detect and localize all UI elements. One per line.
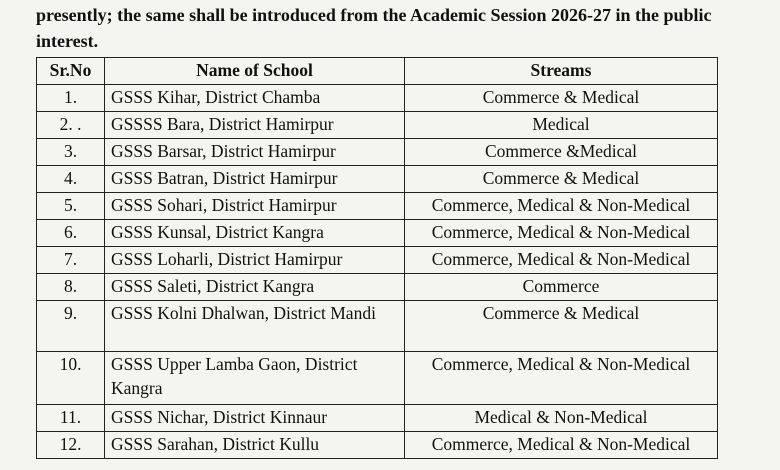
sr-no-cell: 9. xyxy=(37,301,105,352)
school-name-cell: GSSS Upper Lamba Gaon, District Kangra xyxy=(105,352,405,405)
header-sr-no: Sr.No xyxy=(37,58,105,85)
streams-cell: Commerce xyxy=(405,274,718,301)
streams-cell: Commerce &Medical xyxy=(405,139,718,166)
school-name-cell: GSSS Barsar, District Hamirpur xyxy=(105,139,405,166)
streams-cell: Commerce, Medical & Non-Medical xyxy=(405,193,718,220)
header-school-name: Name of School xyxy=(105,58,405,85)
table-row xyxy=(37,352,718,405)
table-row xyxy=(37,405,718,432)
header-streams: Streams xyxy=(405,58,718,85)
school-name-cell: GSSS Kolni Dhalwan, District Mandi xyxy=(105,301,405,352)
sr-no-cell: 8. xyxy=(37,274,105,301)
sr-no-cell: 10. xyxy=(37,352,105,405)
school-name-cell: GSSS Kihar, District Chamba xyxy=(105,85,405,112)
table-row xyxy=(37,247,718,274)
streams-cell: Commerce, Medical & Non-Medical xyxy=(405,352,718,405)
streams-cell: Commerce & Medical xyxy=(405,166,718,193)
table-row xyxy=(37,193,718,220)
sr-no-cell: 12. xyxy=(37,432,105,459)
table-row xyxy=(37,112,718,139)
table-row xyxy=(37,432,718,459)
school-name-cell: GSSS Batran, District Hamirpur xyxy=(105,166,405,193)
streams-cell: Medical & Non-Medical xyxy=(405,405,718,432)
school-name-cell: GSSS Sarahan, District Kullu xyxy=(105,432,405,459)
table-row xyxy=(37,139,718,166)
sr-no-cell: 1. xyxy=(37,85,105,112)
sr-no-cell: 11. xyxy=(37,405,105,432)
streams-cell: Commerce, Medical & Non-Medical xyxy=(405,247,718,274)
streams-cell: Commerce, Medical & Non-Medical xyxy=(405,432,718,459)
sr-no-cell: 7. xyxy=(37,247,105,274)
streams-cell: Commerce & Medical xyxy=(405,301,718,352)
table-header-row xyxy=(37,58,718,85)
sr-no-cell: 4. xyxy=(37,166,105,193)
table-row xyxy=(37,166,718,193)
sr-no-cell: 6. xyxy=(37,220,105,247)
school-name-cell: GSSSS Bara, District Hamirpur xyxy=(105,112,405,139)
sr-no-cell: 5. xyxy=(37,193,105,220)
streams-cell: Commerce & Medical xyxy=(405,85,718,112)
school-name-cell: GSSS Nichar, District Kinnaur xyxy=(105,405,405,432)
streams-cell: Medical xyxy=(405,112,718,139)
table-row xyxy=(37,274,718,301)
sr-no-cell: 2. . xyxy=(37,112,105,139)
table-row xyxy=(37,220,718,247)
school-name-cell: GSSS Sohari, District Hamirpur xyxy=(105,193,405,220)
school-name-cell: GSSS Loharli, District Hamirpur xyxy=(105,247,405,274)
school-name-cell: GSSS Saleti, District Kangra xyxy=(105,274,405,301)
school-name-cell: GSSS Kunsal, District Kangra xyxy=(105,220,405,247)
schools-table xyxy=(36,57,718,459)
intro-paragraph: presently; the same shall be introduced from the Academic Session 2026-27 in the public interest. xyxy=(36,5,712,51)
table-row xyxy=(37,301,718,352)
table-row xyxy=(37,85,718,112)
sr-no-cell: 3. xyxy=(37,139,105,166)
streams-cell: Commerce, Medical & Non-Medical xyxy=(405,220,718,247)
